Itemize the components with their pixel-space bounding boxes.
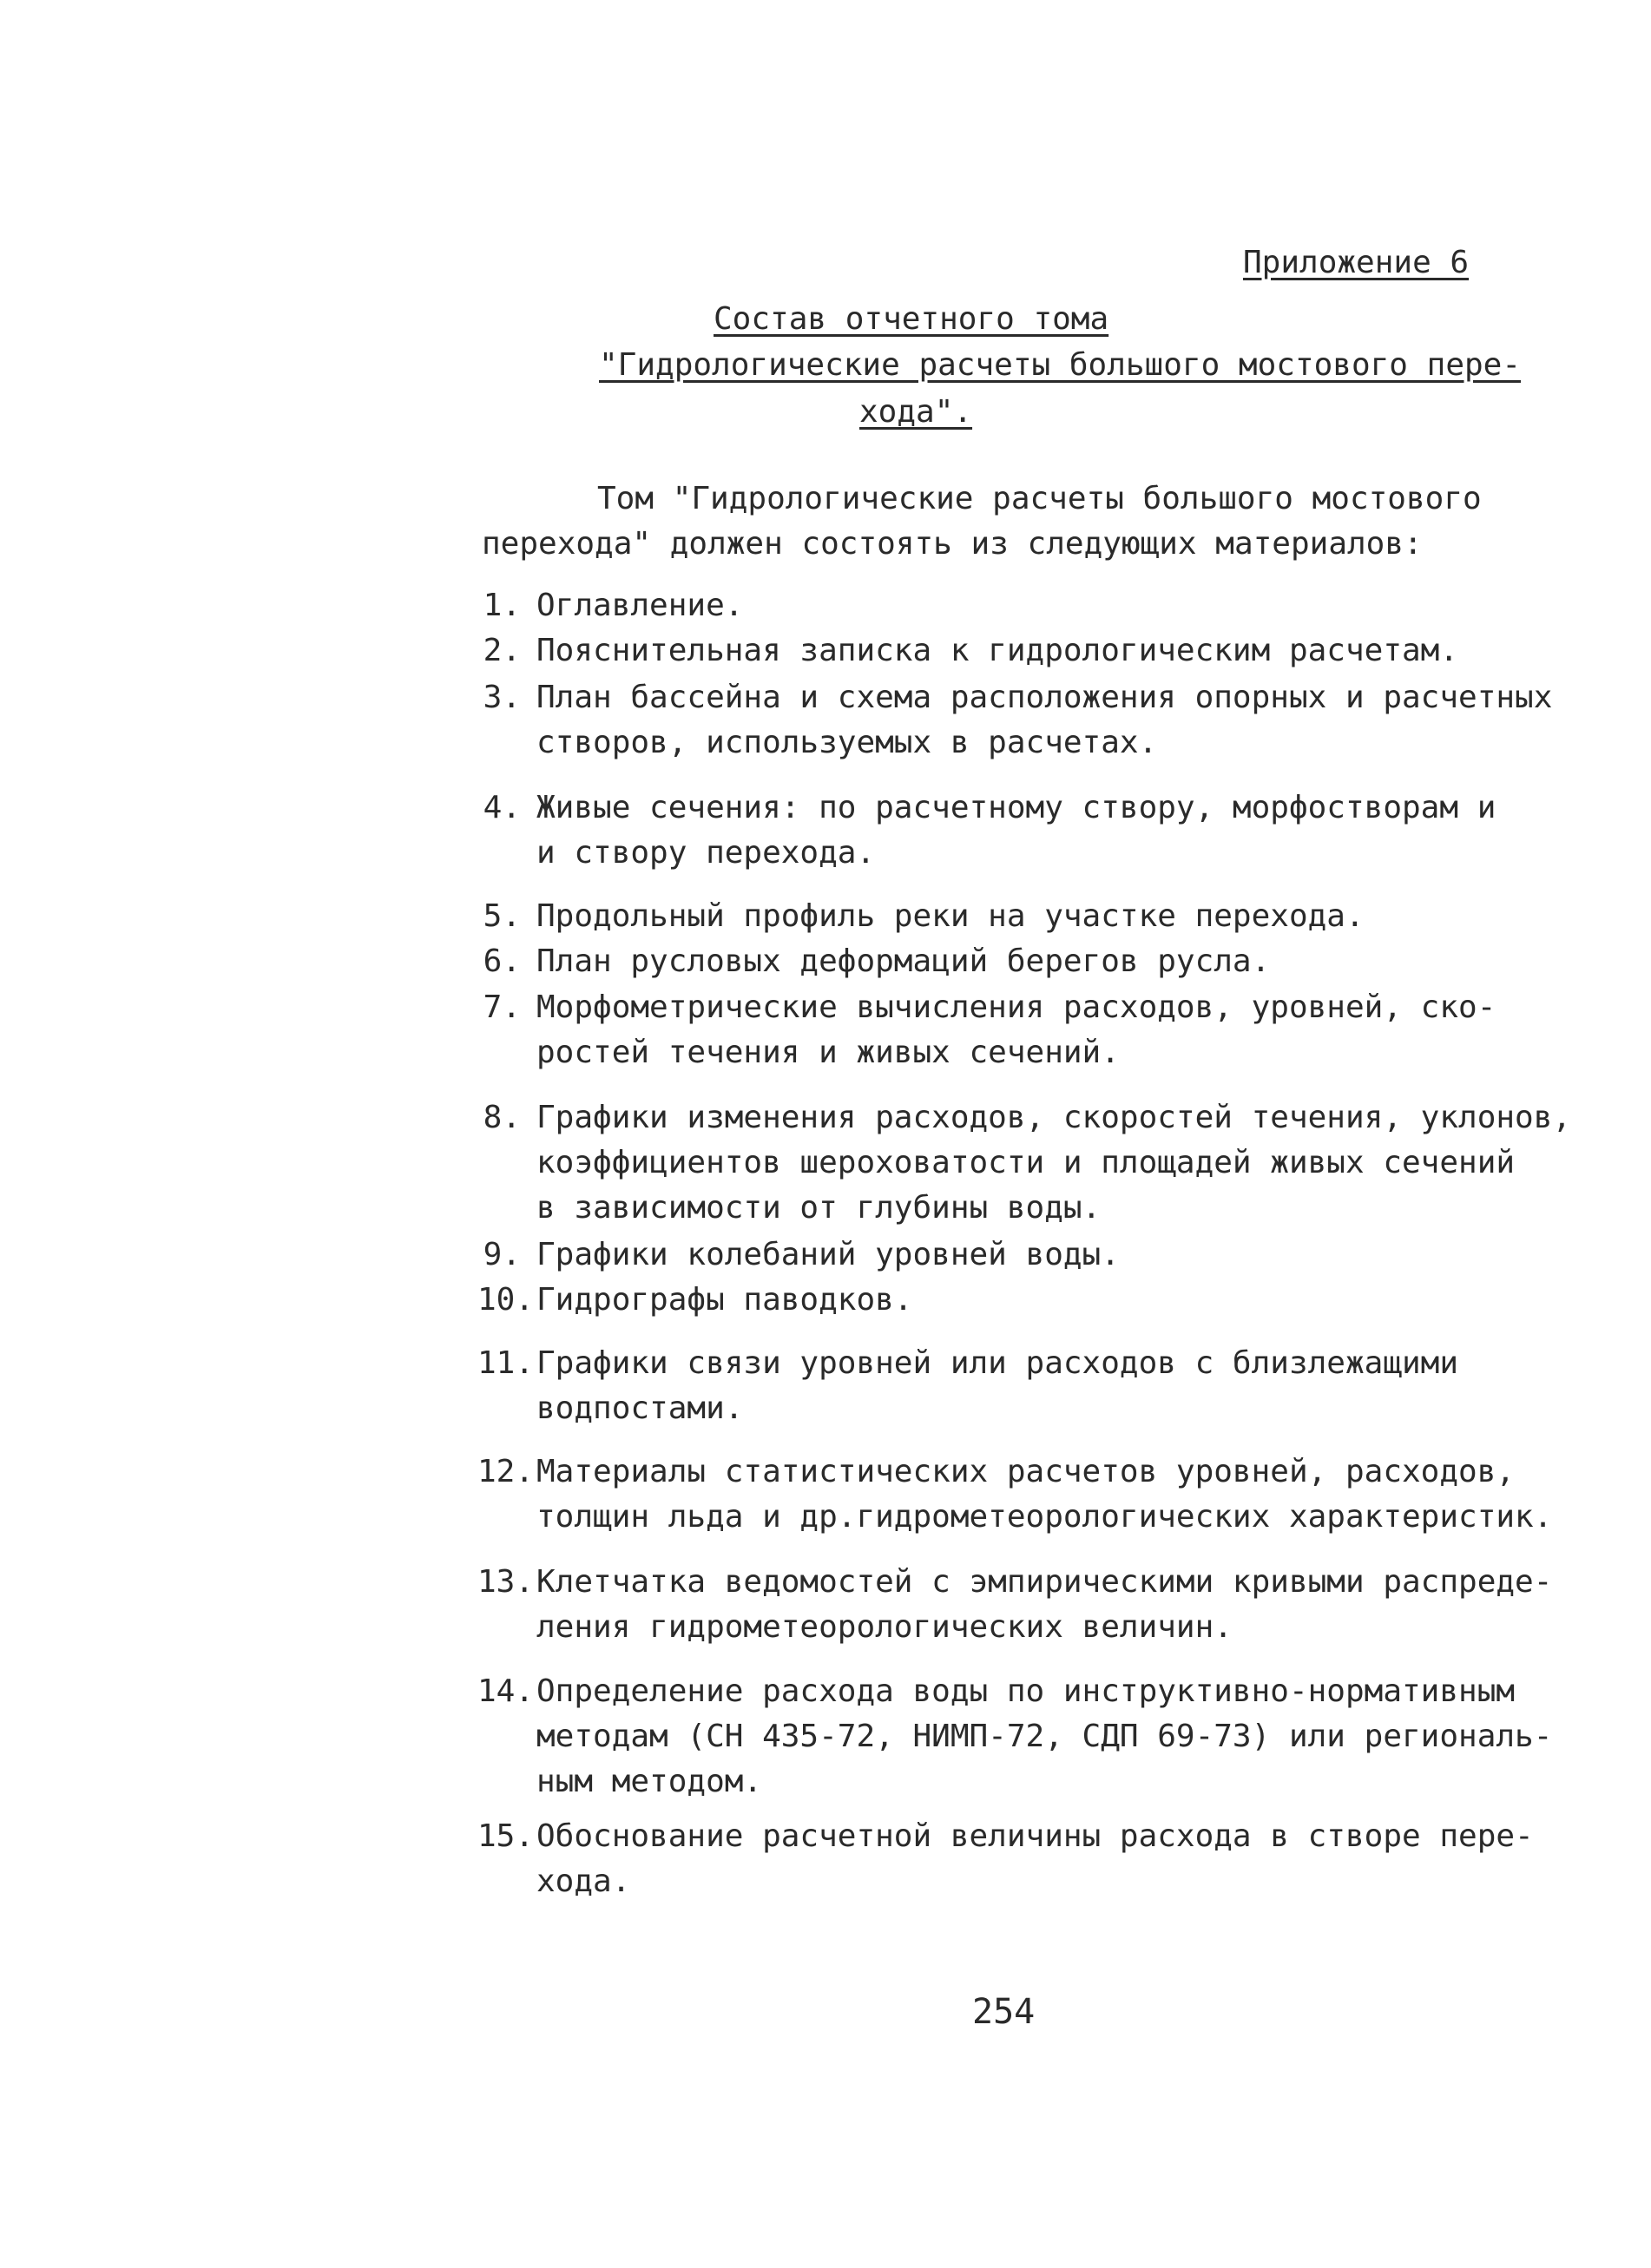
list-item-text: Материалы статистических расчетов уровней, расходов, <box>536 1454 1516 1489</box>
list-item-number: 9. <box>483 1237 521 1272</box>
list-item-text: Графики изменения расходов, скоростей течения, уклонов, <box>536 1100 1572 1135</box>
list-item-text: хода. <box>536 1864 631 1899</box>
list-item-text: створов, используемых в расчетах. <box>536 725 1158 760</box>
appendix-label: Приложение 6 <box>1243 245 1470 280</box>
title-line-3: хода". <box>859 394 973 430</box>
list-item-number: 10. <box>477 1282 534 1318</box>
page-number: 254 <box>972 1992 1036 2032</box>
list-item-text: Графики связи уровней или расходов с близлежащими <box>536 1345 1459 1381</box>
list-item-number: 3. <box>483 680 521 715</box>
list-item-text: водпостами. <box>536 1390 744 1426</box>
list-item-text: Клетчатка ведомостей с эмпирическими кривыми распреде- <box>536 1564 1553 1600</box>
list-item-text: ления гидрометеорологических величин. <box>536 1609 1233 1645</box>
list-item-text: в зависимости от глубины воды. <box>536 1190 1102 1226</box>
list-item-number: 5. <box>483 898 521 934</box>
list-item-text: коэффициентов шероховатости и площадей живых сечений <box>536 1145 1516 1180</box>
list-item-number: 11. <box>477 1345 534 1381</box>
list-item-number: 13. <box>477 1564 534 1600</box>
list-item-number: 14. <box>477 1673 534 1709</box>
list-item-text: Гидрографы паводков. <box>536 1282 913 1318</box>
title-line-1: Состав отчетного тома <box>714 301 1109 337</box>
intro-line-1: Том "Гидрологические расчеты большого мостового <box>597 481 1482 516</box>
list-item-number: 1. <box>483 588 521 623</box>
list-item-text: толщин льда и др.гидрометеорологических характеристик. <box>536 1499 1553 1535</box>
list-item-number: 8. <box>483 1100 521 1135</box>
list-item-text: Продольный профиль реки на участке перехода. <box>536 898 1365 934</box>
list-item-number: 2. <box>483 633 521 668</box>
title-line-2: "Гидрологические расчеты большого мостового пере- <box>599 347 1522 383</box>
list-item-text: Графики колебаний уровней воды. <box>536 1237 1120 1272</box>
list-item-text: Морфометрические вычисления расходов, уровней, ско- <box>536 989 1496 1025</box>
list-item-text: ным методом. <box>536 1764 763 1799</box>
list-item-number: 12. <box>477 1454 534 1489</box>
list-item-number: 15. <box>477 1818 534 1854</box>
list-item-text: Обоснование расчетной величины расхода в створе пере- <box>536 1818 1534 1854</box>
list-item-text: методам (СН 435-72, НИМП-72, СДП 69-73) или региональ- <box>536 1719 1553 1754</box>
list-item-text: План бассейна и схема расположения опорных и расчетных <box>536 680 1553 715</box>
list-item-text: и створу перехода. <box>536 835 876 871</box>
list-item-number: 4. <box>483 790 521 825</box>
list-item-number: 6. <box>483 943 521 979</box>
list-item-text: Оглавление. <box>536 588 744 623</box>
list-item-number: 7. <box>483 989 521 1025</box>
list-item-text: Живые сечения: по расчетному створу, морфостворам и <box>536 790 1496 825</box>
list-item-text: ростей течения и живых сечений. <box>536 1035 1120 1070</box>
list-item-text: Пояснительная записка к гидрологическим расчетам. <box>536 633 1459 668</box>
intro-line-2: перехода" должен состоять из следующих материалов: <box>482 526 1423 562</box>
list-item-text: Определение расхода воды по инструктивно-нормативным <box>536 1673 1516 1709</box>
list-item-text: План русловых деформаций берегов русла. <box>536 943 1271 979</box>
